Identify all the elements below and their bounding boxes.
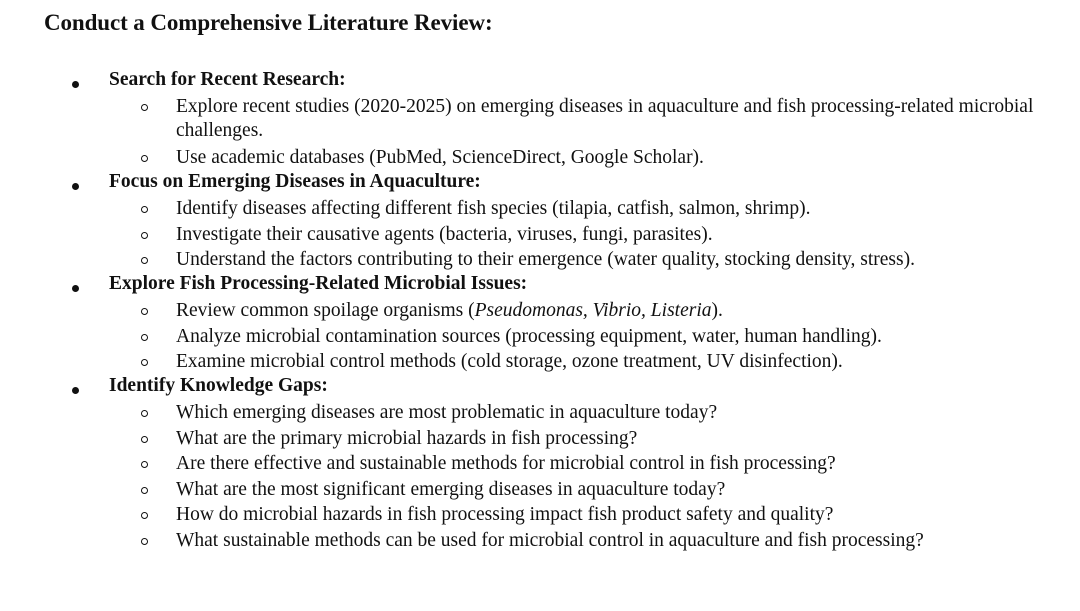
list-item: Understand the factors contributing to their emergence (water quality, stocking density, stress). [176, 249, 915, 270]
list-item: Use academic databases (PubMed, ScienceDirect, Google Scholar). [176, 147, 704, 168]
list-item [176, 299, 1066, 323]
bullet-icon [72, 183, 79, 190]
list-item: How do microbial hazards in fish processing impact fish product safety and quality? [176, 504, 834, 525]
list-item: Are there effective and sustainable methods for microbial control in fish processing? [176, 453, 836, 474]
bullet-icon [72, 387, 79, 394]
sub-bullet-icon [141, 155, 148, 162]
list-item-suffix: ). [711, 300, 723, 321]
sub-bullet-icon [141, 461, 148, 468]
list-item: What are the primary microbial hazards in fish processing? [176, 428, 638, 449]
bullet-icon [72, 285, 79, 292]
sub-bullet-icon [141, 436, 148, 443]
list-item-prefix: Review common spoilage organisms ( [176, 300, 475, 321]
list-item: Analyze microbial contamination sources (processing equipment, water, human handling). [176, 326, 882, 347]
sub-bullet-icon [141, 334, 148, 341]
section-title: Focus on Emerging Diseases in Aquaculture: [109, 171, 481, 192]
sub-bullet-icon [141, 232, 148, 239]
sub-bullet-icon [141, 206, 148, 213]
list-item: Examine microbial control methods (cold storage, ozone treatment, UV disinfection). [176, 351, 843, 372]
list-item: Identify diseases affecting different fish species (tilapia, catfish, salmon, shrimp). [176, 198, 811, 219]
list-item: Which emerging diseases are most problematic in aquaculture today? [176, 402, 718, 423]
section-title: Explore Fish Processing-Related Microbial Issues: [109, 273, 528, 294]
section-title: Search for Recent Research: [109, 69, 346, 90]
bullet-icon [72, 81, 79, 88]
list-item: Explore recent studies (2020-2025) on emerging diseases in aquaculture and fish processing-related microbial challenges. [176, 96, 1034, 141]
sub-bullet-icon [141, 538, 148, 545]
sub-bullet-icon [141, 359, 148, 366]
section-title: Identify Knowledge Gaps: [109, 375, 328, 396]
sub-bullet-icon [141, 257, 148, 264]
sub-bullet-icon [141, 410, 148, 417]
list-item: What sustainable methods can be used for microbial control in aquaculture and fish processing? [176, 530, 924, 551]
list-item: What are the most significant emerging diseases in aquaculture today? [176, 479, 726, 500]
sub-bullet-icon [141, 512, 148, 519]
sub-bullet-icon [141, 308, 148, 315]
page-title: Conduct a Comprehensive Literature Review: [44, 10, 493, 35]
sub-bullet-icon [141, 487, 148, 494]
list-item-italic-organisms: Pseudomonas, Vibrio, Listeria [474, 300, 712, 321]
list-item: Investigate their causative agents (bacteria, viruses, fungi, parasites). [176, 224, 713, 245]
sub-bullet-icon [141, 104, 148, 111]
